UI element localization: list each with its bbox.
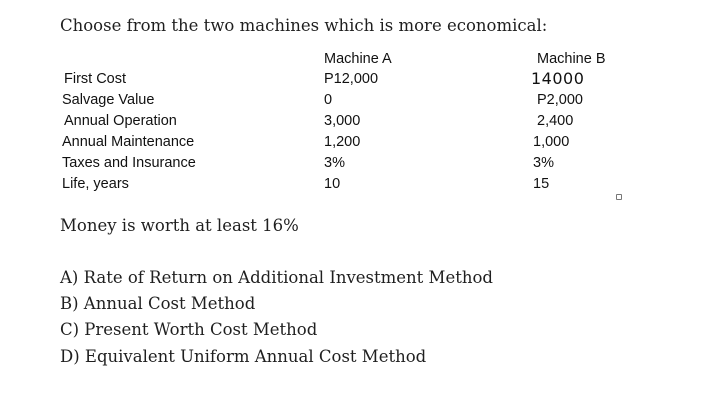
small-square-marker [616, 194, 622, 200]
option-a: A) Rate of Return on Additional Investment Method [60, 268, 493, 287]
machine-b-header: Machine B [537, 51, 606, 67]
taxes-insurance-b: 3% [533, 155, 554, 171]
machine-a-header: Machine A [324, 51, 392, 67]
annual-operation-b: 2,400 [537, 113, 574, 129]
taxes-insurance-a: 3% [324, 155, 345, 171]
option-c: C) Present Worth Cost Method [60, 320, 318, 339]
interest-note: Money is worth at least 16% [60, 216, 299, 235]
annual-maintenance-a: 1,200 [324, 134, 361, 150]
first-cost-b: 14000 [531, 69, 585, 88]
life-years-b: 15 [533, 176, 550, 192]
row-label-taxes-insurance: Taxes and Insurance [62, 155, 196, 171]
option-b: B) Annual Cost Method [60, 294, 256, 313]
life-years-a: 10 [324, 176, 341, 192]
row-label-life-years: Life, years [62, 176, 129, 192]
row-label-salvage-value: Salvage Value [62, 92, 155, 108]
first-cost-a: P12,000 [324, 71, 379, 87]
annual-operation-a: 3,000 [324, 113, 361, 129]
salvage-value-b: P2,000 [537, 92, 583, 108]
row-label-annual-operation: Annual Operation [64, 113, 177, 129]
question-text: Choose from the two machines which is more economical: [60, 16, 548, 35]
row-label-first-cost: First Cost [64, 71, 127, 87]
option-d: D) Equivalent Uniform Annual Cost Method [60, 347, 427, 366]
row-label-annual-maintenance: Annual Maintenance [62, 134, 195, 150]
annual-maintenance-b: 1,000 [533, 134, 570, 150]
salvage-value-a: 0 [324, 92, 333, 108]
